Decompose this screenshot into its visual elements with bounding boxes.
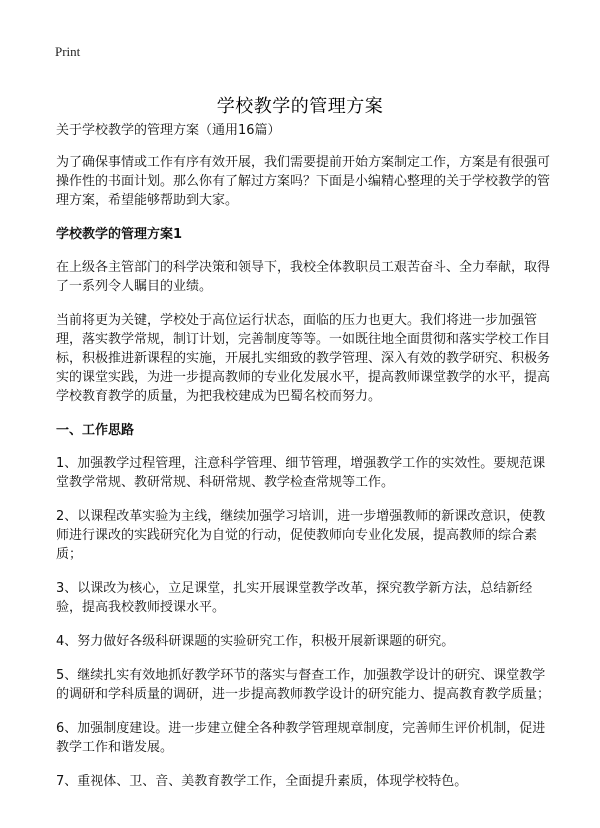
section-heading: 学校教学的管理方案1 <box>56 227 183 242</box>
list-item: 7、重视体、卫、音、美教育教学工作，全面提升素质，体现学校特色。 <box>56 774 468 789</box>
body-paragraph: 当前将更为关键，学校处于高位运行状态，面临的压力也更大。我们将进一步加强管理，落实教学常规，制订计划，完善制度等等。一如既往地全面贯彻和落实学校工作目标，积极推进新课程的实施，开展扎实细致的教学管理、深入有效的教学研究、积极务实的课堂实践，为进一步提高教师的专业化发展水平，提高教师课堂教学的水平，提高学校教育教学的质量，为把我校建成为巴蜀名校而努力。 <box>56 313 551 404</box>
page-title: 学校教学的管理方案 <box>216 96 384 118</box>
list-item: 3、以课改为核心，立足课堂，扎实开展课堂教学改革，探究教学新方法，总结新经验，提高我校教师授课水平。 <box>56 581 533 615</box>
article-body <box>56 121 550 806</box>
list-item: 5、继续扎实有效地抓好教学环节的落实与督查工作，加强教学设计的研究、课堂教学的调研和学科质量的调研，进一步提高教师教学设计的研究能力、提高教育教学质量； <box>56 668 551 702</box>
list-item: 1、加强教学过程管理，注意科学管理、细节管理，增强教学工作的实效性。要规范课堂教学常规、教研常规、科研常规、教学检查常规等工作。 <box>56 456 546 490</box>
intro-paragraph: 为了确保事情或工作有序有效开展，我们需要提前开始方案制定工作，方案是有很强可操作性的书面计划。那么你有了解过方案吗？下面是小编精心整理的关于学校教学的管理方案，希望能够帮助到大家。 <box>56 155 551 208</box>
print-link[interactable]: Print <box>55 44 81 59</box>
list-item: 6、加强制度建设。进一步建立健全各种教学管理规章制度，完善师生评价机制，促进教学工作和谐发展。 <box>56 721 546 755</box>
work-heading: 一、工作思路 <box>56 423 135 438</box>
article-subtitle: 关于学校教学的管理方案（通用16篇） <box>56 123 281 138</box>
list-item: 2、以课程改革实验为主线，继续加强学习培训，进一步增强教师的新课改意识，使教师进行课改的实践研究化为自觉的行动，促使教师向专业化发展，提高教师的综合素质； <box>56 509 546 562</box>
list-item: 4、努力做好各级科研课题的实验研究工作，积极开展新课题的研究。 <box>56 634 455 649</box>
body-paragraph: 在上级各主管部门的科学决策和领导下，我校全体教职员工艰苦奋斗、全力奉献，取得了一系列令人瞩目的业绩。 <box>56 260 551 294</box>
